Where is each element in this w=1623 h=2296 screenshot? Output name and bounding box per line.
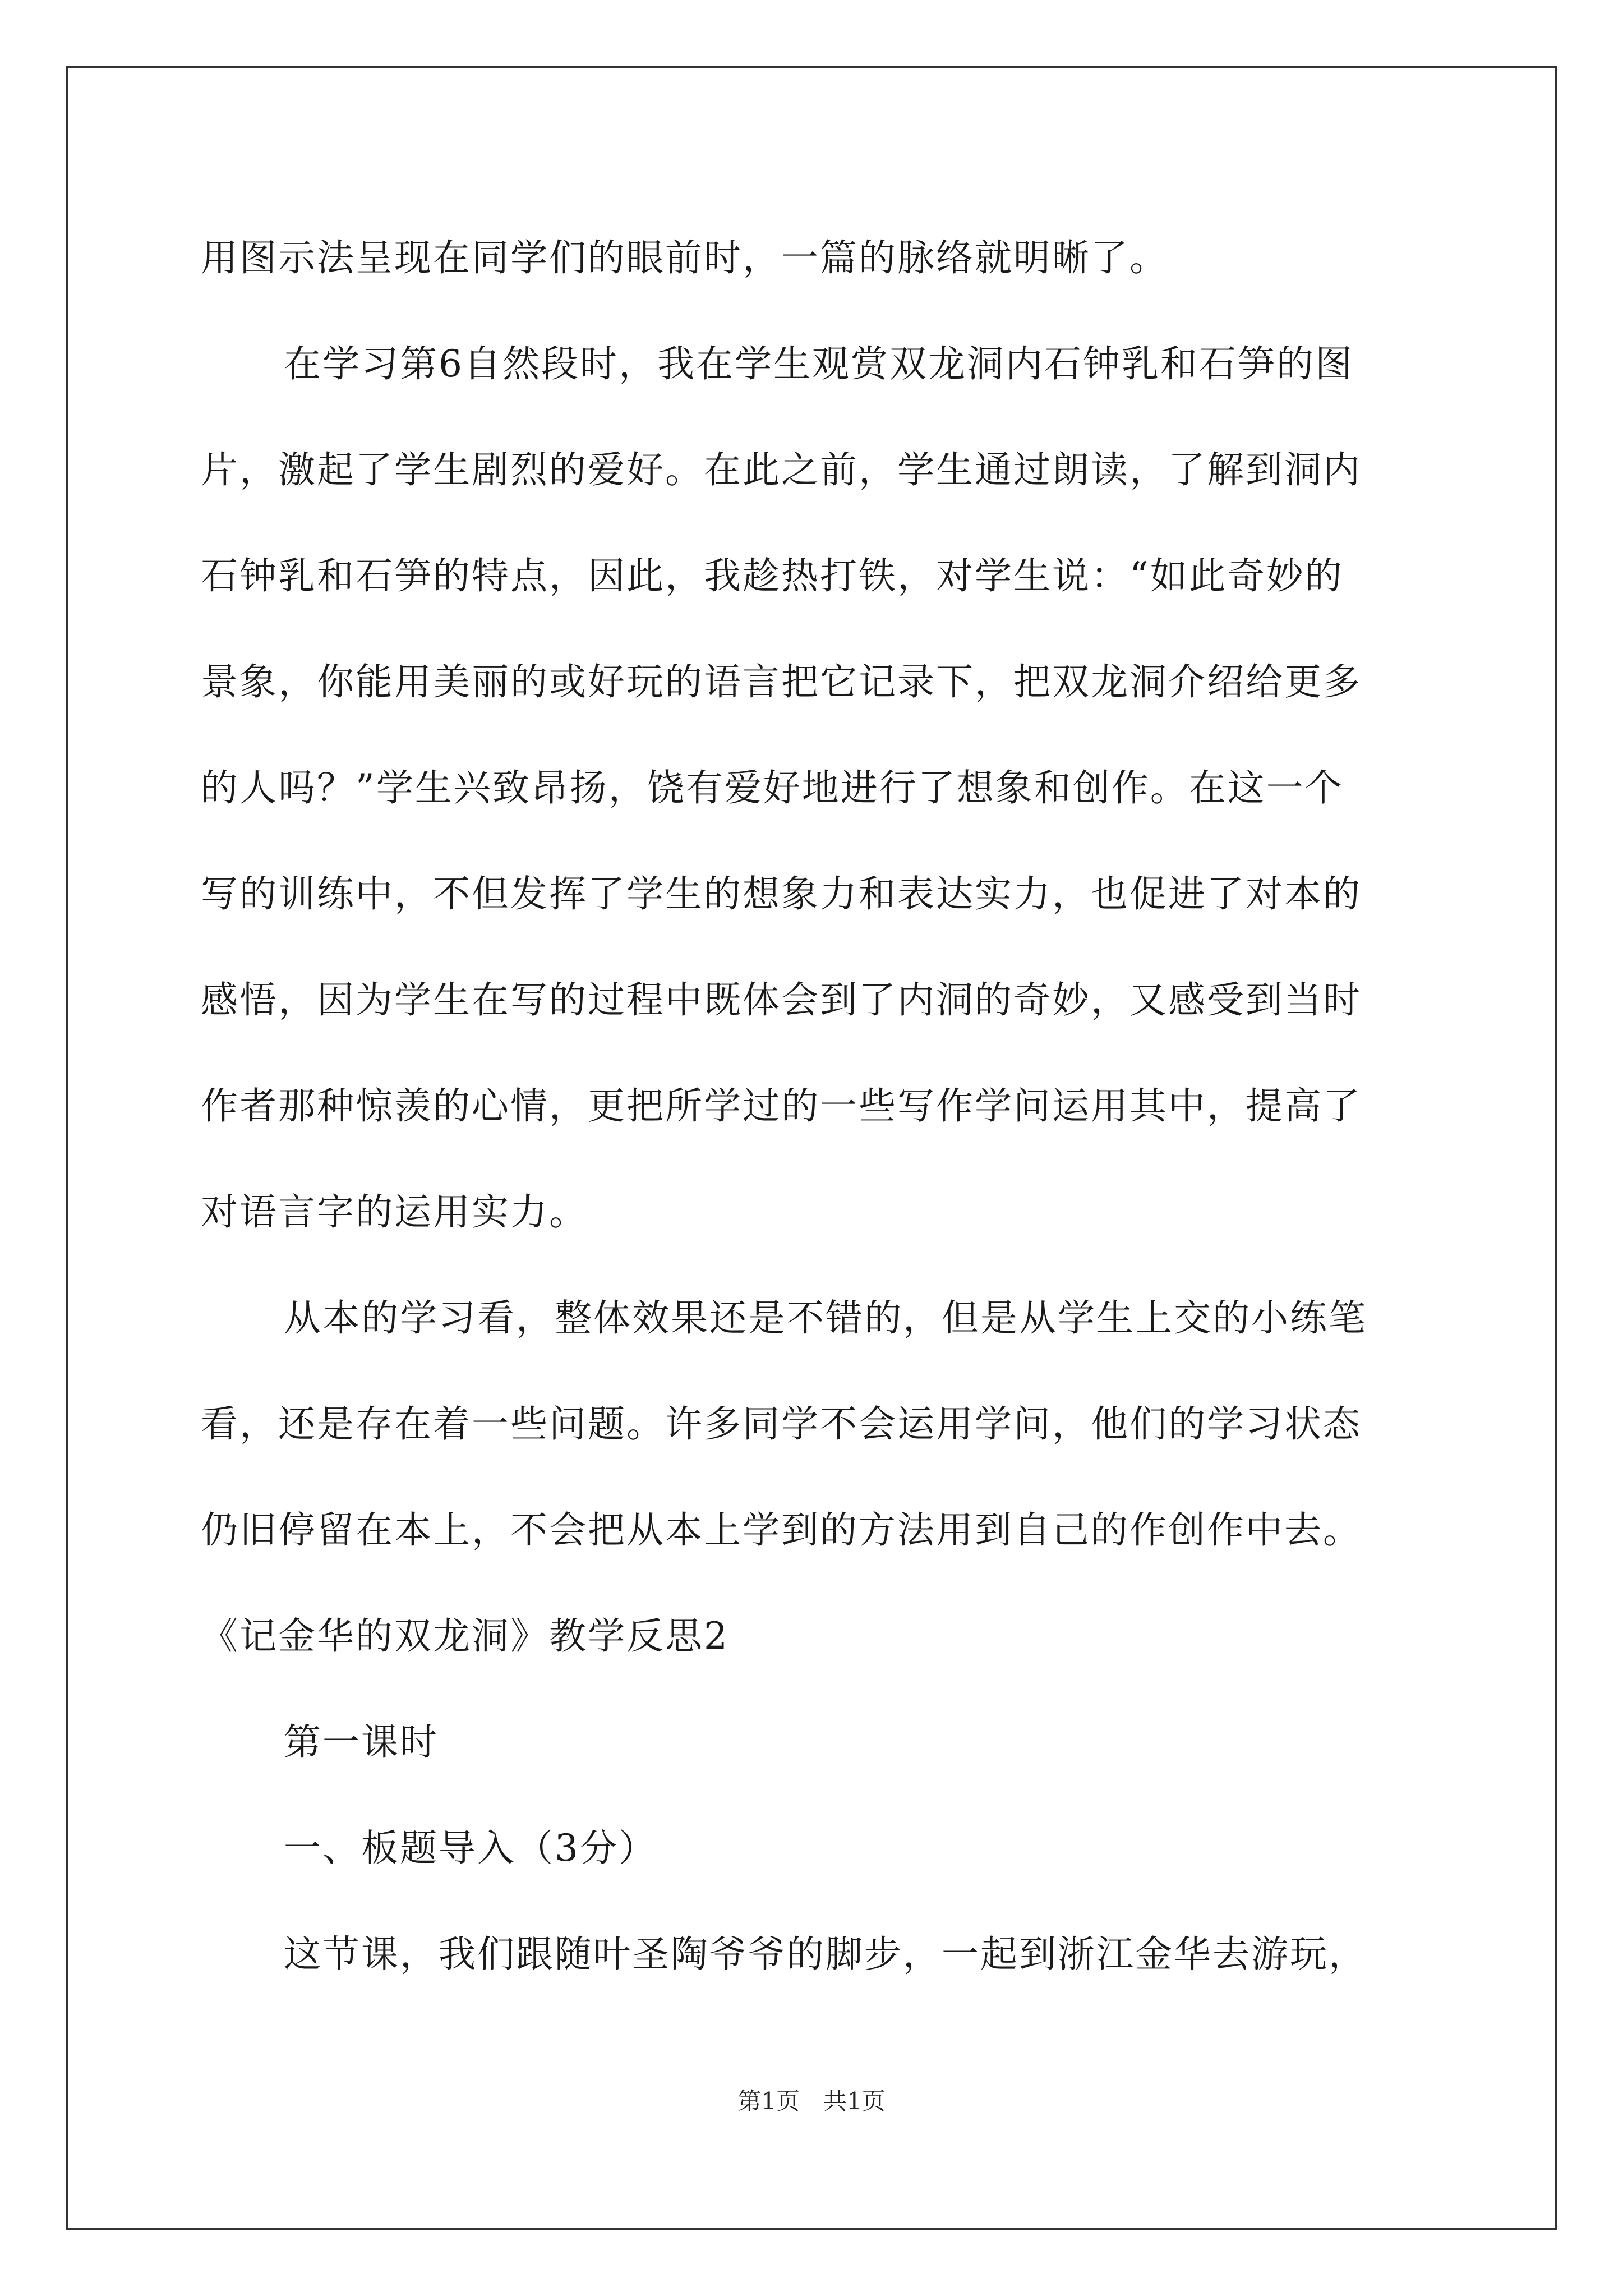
page-footer: 第1页 共1页	[737, 2087, 886, 2115]
paragraph-start-line: 在学习第6自然段时，我在学生观赏双龙洞内石钟乳和石笋的图	[284, 342, 1354, 385]
lesson-heading: 第一课时	[284, 1720, 439, 1764]
text-line: 看，还是存在着一些问题。许多同学不会运用学问，他们的学习状态	[201, 1402, 1362, 1446]
section-title: 《记金华的双龙洞》教学反思2	[201, 1614, 729, 1658]
text-line: 感悟，因为学生在写的过程中既体会到了内洞的奇妙，又感受到当时	[201, 978, 1362, 1022]
text-line: 的人吗？”学生兴致昂扬，饶有爱好地进行了想象和创作。在这一个	[201, 766, 1344, 809]
text-line: 写的训练中，不但发挥了学生的想象力和表达实力，也促进了对本的	[201, 872, 1362, 915]
text-line: 对语言字的运用实力。	[201, 1190, 588, 1234]
paragraph-start-line: 从本的学习看，整体效果还是不错的，但是从学生上交的小练笔	[284, 1296, 1367, 1340]
text-line: 片，激起了学生剧烈的爱好。在此之前，学生通过朗读，了解到洞内	[201, 448, 1362, 491]
text-line: 景象，你能用美丽的或好玩的语言把它记录下，把双龙洞介绍给更多	[201, 660, 1362, 703]
document-body	[201, 205, 1423, 2007]
step-heading: 一、板题导入（3分）	[284, 1826, 657, 1870]
paragraph-start-line: 这节课，我们跟随叶圣陶爷爷的脚步，一起到浙江金华去游玩，	[284, 1932, 1367, 1976]
text-line: 作者那种惊羡的心情，更把所学过的一些写作学问运用其中，提高了	[201, 1084, 1362, 1128]
text-line: 仍旧停留在本上，不会把从本上学到的方法用到自己的作创作中去。	[201, 1508, 1362, 1552]
text-line: 石钟乳和石笋的特点，因此，我趁热打铁，对学生说：“如此奇妙的	[201, 554, 1344, 597]
text-line: 用图示法呈现在同学们的眼前时，一篇的脉络就明晰了。	[201, 236, 1168, 279]
